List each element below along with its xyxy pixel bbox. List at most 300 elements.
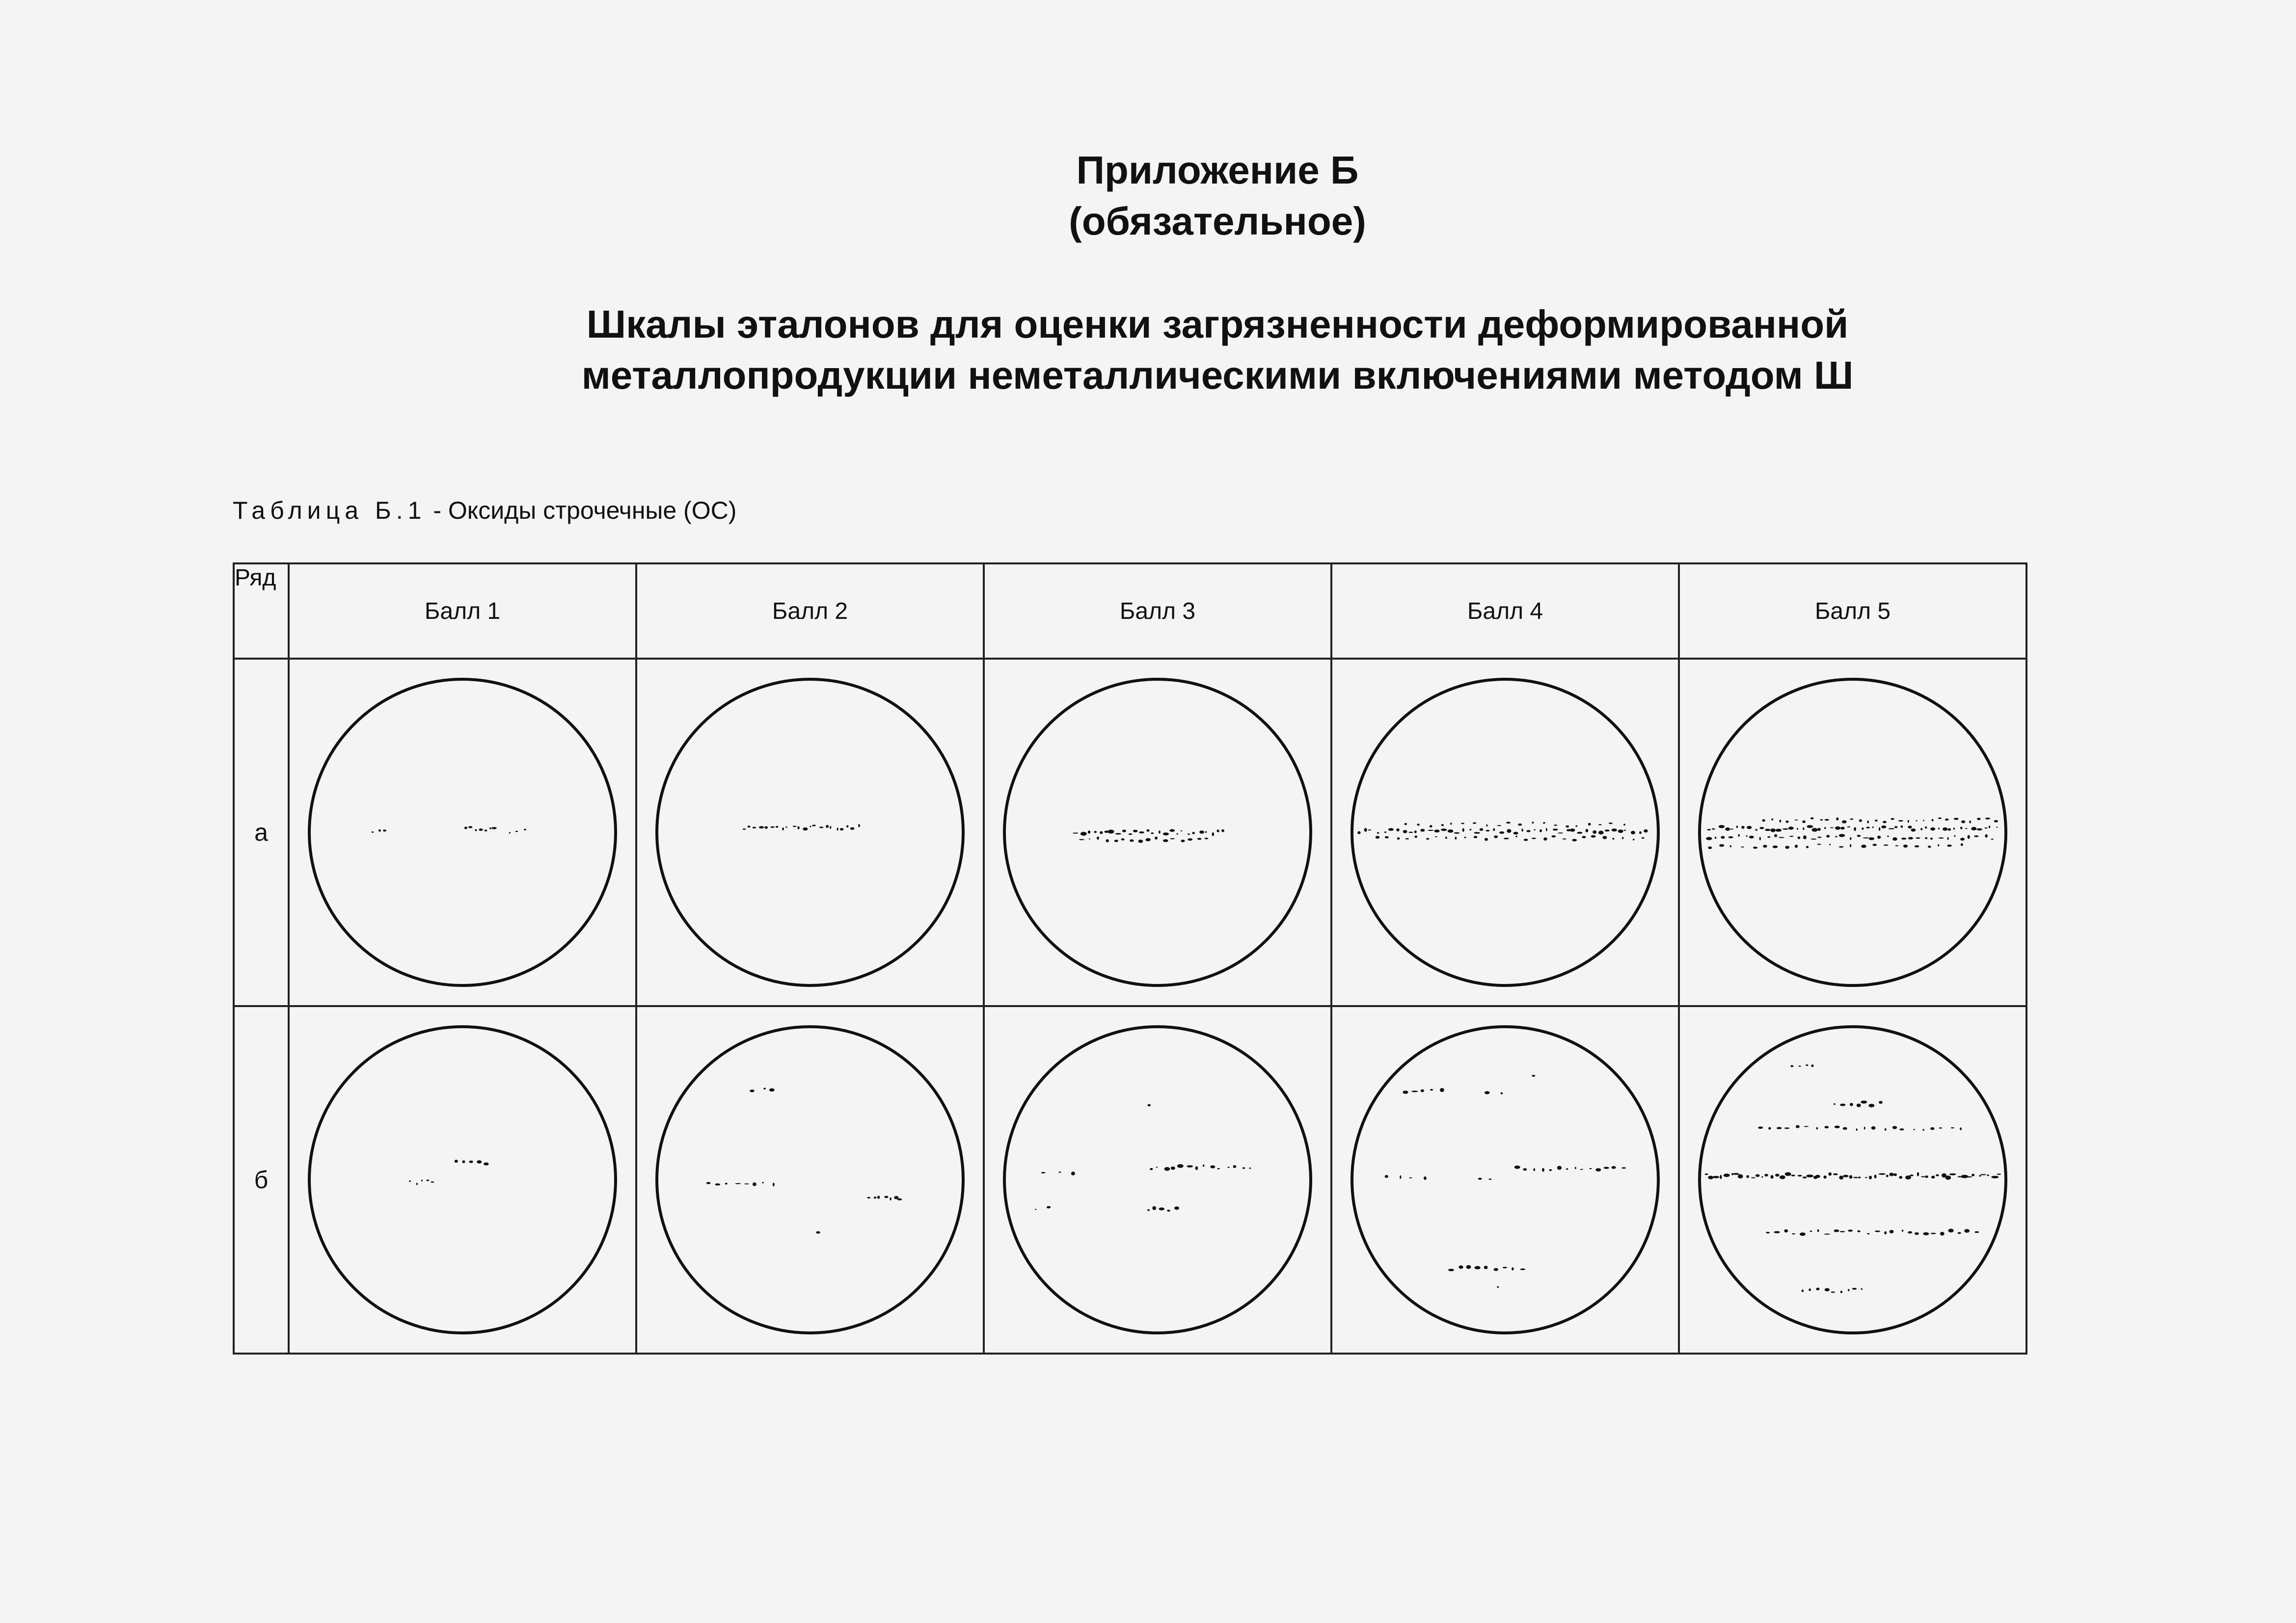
inclusion-dot xyxy=(1434,829,1440,832)
inclusion-dot xyxy=(867,1197,870,1198)
inclusion-dot xyxy=(1543,837,1547,841)
inclusion-dot xyxy=(1534,1168,1536,1171)
inclusion-dot xyxy=(1997,827,1998,828)
inclusion-dot xyxy=(1974,835,1978,837)
inclusion-dot xyxy=(1815,1175,1820,1178)
inclusion-dot xyxy=(1210,1165,1215,1168)
inclusion-dot xyxy=(826,825,829,828)
inclusion-dot xyxy=(1797,828,1798,830)
inclusion-dot xyxy=(1802,821,1806,823)
inclusion-dot xyxy=(1753,847,1757,849)
inclusion-dot xyxy=(1494,1268,1498,1271)
specimen-image xyxy=(1348,1023,1662,1337)
inclusion-dot xyxy=(1623,830,1626,831)
specimen-image xyxy=(653,1023,967,1337)
inclusion-dot xyxy=(1459,1265,1463,1269)
inclusion-dot xyxy=(1376,836,1380,839)
inclusion-dot xyxy=(1879,827,1880,831)
inclusion-dot xyxy=(816,1231,820,1234)
inclusion-dot xyxy=(1130,839,1134,842)
inclusion-dot xyxy=(1521,828,1523,831)
inclusion-dot xyxy=(1181,840,1185,842)
inclusion-dot xyxy=(1872,826,1874,828)
inclusion-dot xyxy=(858,824,860,827)
inclusion-dot xyxy=(1171,1167,1175,1170)
inclusion-dot xyxy=(1497,1286,1499,1288)
inclusion-dot xyxy=(1865,1177,1867,1178)
inclusion-dot xyxy=(1546,828,1547,831)
inclusion-dot xyxy=(1825,819,1829,821)
inclusion-dot xyxy=(1475,1266,1481,1270)
field-of-view-circle xyxy=(1004,679,1311,985)
inclusion-dot xyxy=(1097,837,1099,840)
appendix-title-line-2: металлопродукции неметаллическими включениями методом Ш xyxy=(581,353,1854,397)
inclusion-dot xyxy=(1591,835,1596,838)
inclusion-dot xyxy=(509,832,511,834)
inclusion-dot xyxy=(1803,835,1807,839)
inclusion-dot xyxy=(1931,1176,1935,1179)
inclusion-dot xyxy=(1817,837,1821,838)
inclusion-dot xyxy=(416,1183,418,1185)
inclusion-dot xyxy=(1588,823,1591,826)
inclusion-dot xyxy=(1384,831,1387,833)
inclusion-dot xyxy=(1785,1172,1791,1176)
inclusion-dot xyxy=(421,1180,423,1182)
inclusion-dot xyxy=(776,826,779,828)
specimen-cell xyxy=(636,659,984,1006)
inclusion-dot xyxy=(1850,1103,1853,1106)
inclusion-dot xyxy=(1377,832,1379,834)
inclusion-dot xyxy=(1869,837,1874,840)
column-header-2: Балл 2 xyxy=(636,563,984,659)
inclusion-dot xyxy=(1874,1175,1877,1179)
inclusion-dot xyxy=(874,1197,877,1198)
inclusion-dot xyxy=(1159,830,1161,834)
inclusion-dot xyxy=(1938,827,1940,829)
inclusion-dot xyxy=(1861,845,1866,848)
inclusion-dot xyxy=(1721,836,1725,839)
field-of-view-circle xyxy=(657,1027,963,1333)
inclusion-dot xyxy=(1170,829,1175,832)
inclusion-dot xyxy=(1470,829,1472,831)
inclusion-dot xyxy=(1830,827,1834,828)
field-of-view-circle xyxy=(1352,679,1658,985)
specimen-image xyxy=(1000,675,1315,989)
inclusion-dot xyxy=(897,1198,902,1200)
inclusion-dot xyxy=(1462,828,1464,832)
inclusion-dot xyxy=(744,1183,749,1184)
inclusion-dot xyxy=(1497,825,1501,826)
inclusion-dot xyxy=(1749,836,1754,839)
inclusion-dot xyxy=(1953,827,1955,830)
inclusion-dot xyxy=(769,1089,775,1092)
inclusion-dot xyxy=(1212,832,1215,836)
inclusion-dot xyxy=(1421,1090,1424,1092)
inclusion-dot xyxy=(1174,1206,1179,1210)
inclusion-dot xyxy=(1729,836,1733,838)
inclusion-dot xyxy=(1835,1126,1840,1128)
inclusion-dot xyxy=(1984,827,1988,828)
inclusion-dot xyxy=(1623,824,1625,825)
inclusion-dot xyxy=(485,830,487,832)
inclusion-dot xyxy=(1639,831,1642,834)
inclusion-dot xyxy=(1557,1166,1562,1170)
inclusion-dot xyxy=(1916,837,1920,839)
inclusion-dot xyxy=(1612,828,1617,831)
inclusion-dot xyxy=(1987,1174,1989,1176)
inclusion-dot xyxy=(1960,838,1965,841)
inclusion-dot xyxy=(1707,829,1711,830)
inclusion-dot xyxy=(1939,1127,1942,1129)
inclusion-dot xyxy=(830,826,831,829)
inclusion-dot xyxy=(877,1196,880,1199)
inclusion-dot xyxy=(1570,828,1575,832)
inclusion-dot xyxy=(1474,836,1478,838)
inclusion-dot xyxy=(1954,835,1955,837)
inclusion-dot xyxy=(1766,1232,1770,1233)
inclusion-dot xyxy=(1895,845,1898,846)
inclusion-dot xyxy=(1106,839,1109,842)
inclusion-dot xyxy=(1540,829,1542,832)
inclusion-dot xyxy=(1985,818,1990,820)
inclusion-dot xyxy=(1217,829,1219,832)
inclusion-dot xyxy=(1901,838,1906,840)
inclusion-dot xyxy=(1877,836,1881,839)
inclusion-dot xyxy=(1751,1177,1756,1178)
inclusion-dot xyxy=(1817,1229,1819,1232)
inclusion-dot xyxy=(1177,833,1178,835)
inclusion-dot xyxy=(1816,1127,1818,1130)
inclusion-dot xyxy=(1911,828,1916,831)
inclusion-dot xyxy=(1794,820,1798,821)
inclusion-dot xyxy=(1834,1103,1836,1105)
inclusion-dot xyxy=(782,827,784,830)
inclusion-dot xyxy=(1798,836,1801,839)
inclusion-dot xyxy=(1114,840,1118,842)
inclusion-dot xyxy=(1733,1173,1739,1175)
inclusion-dot xyxy=(1609,823,1613,824)
inclusion-dot xyxy=(1403,1091,1408,1094)
inclusion-dot xyxy=(524,829,526,830)
inclusion-dot xyxy=(1964,1229,1970,1232)
inclusion-dot xyxy=(1041,1172,1046,1173)
specimen-cell xyxy=(289,659,636,1006)
row-label-a: а xyxy=(234,659,289,1006)
inclusion-dot xyxy=(1862,827,1864,830)
inclusion-dot xyxy=(1485,838,1488,841)
inclusion-dot xyxy=(1221,829,1224,832)
inclusion-dot xyxy=(1534,829,1536,830)
inclusion-dot xyxy=(1388,828,1394,831)
inclusion-dot xyxy=(1829,844,1831,845)
inclusion-dot xyxy=(1712,828,1715,830)
inclusion-dot xyxy=(1977,818,1981,820)
inclusion-dot xyxy=(1147,829,1150,832)
inclusion-dot xyxy=(1835,826,1840,830)
field-of-view-circle xyxy=(1700,679,2006,985)
inclusion-dot xyxy=(1747,826,1752,829)
inclusion-dot xyxy=(1773,846,1778,848)
inclusion-dot xyxy=(1217,1168,1220,1170)
inclusion-dot xyxy=(1759,837,1761,840)
inclusion-dot xyxy=(475,829,477,831)
column-header-5: Балл 5 xyxy=(1679,563,2026,659)
inclusion-dot xyxy=(1515,836,1517,837)
inclusion-dot xyxy=(1764,1174,1768,1176)
inclusion-dot xyxy=(1864,1127,1865,1130)
inclusion-dot xyxy=(1094,831,1097,833)
inclusion-dot xyxy=(1806,846,1809,849)
inclusion-dot xyxy=(1631,831,1635,834)
inclusion-dot xyxy=(1589,1168,1592,1169)
inclusion-dot xyxy=(1163,839,1168,842)
inclusion-dot xyxy=(1958,1232,1961,1234)
inclusion-dot xyxy=(1514,1166,1520,1169)
specimen-cell xyxy=(1331,1006,1679,1354)
specimen-cell xyxy=(1679,659,2026,1006)
inclusion-dot xyxy=(1466,1265,1471,1269)
inclusion-dot xyxy=(491,827,496,829)
inclusion-dot xyxy=(1448,829,1454,833)
inclusion-dot xyxy=(1553,828,1558,830)
inclusion-dot xyxy=(1825,1126,1829,1128)
inclusion-dot xyxy=(1789,836,1794,837)
column-header-4: Балл 4 xyxy=(1331,563,1679,659)
inclusion-dot xyxy=(1396,828,1399,831)
inclusion-dot xyxy=(1961,820,1965,823)
inclusion-dot xyxy=(1730,828,1734,829)
inclusion-dot xyxy=(1177,1164,1184,1168)
inclusion-dot xyxy=(1854,827,1856,831)
inclusion-dot xyxy=(742,828,746,830)
inclusion-dot xyxy=(484,1163,489,1166)
inclusion-dot xyxy=(1785,846,1789,849)
inclusion-dot xyxy=(1357,831,1360,834)
inclusion-dot xyxy=(1798,1065,1801,1066)
inclusion-dot xyxy=(1936,1174,1939,1176)
inclusion-dot xyxy=(1913,1129,1915,1130)
inclusion-dot xyxy=(1473,823,1477,824)
inclusion-dot xyxy=(1899,1176,1902,1179)
inclusion-dot xyxy=(1720,1175,1722,1179)
inclusion-dot xyxy=(1949,1173,1956,1175)
inclusion-dot xyxy=(1836,818,1838,821)
inclusion-dot xyxy=(840,828,844,830)
inclusion-dot xyxy=(1940,1232,1945,1236)
inclusion-dot xyxy=(748,825,751,827)
inclusion-dot xyxy=(1776,829,1782,832)
inclusion-dot xyxy=(1809,1288,1811,1291)
inclusion-dot xyxy=(1807,1174,1813,1177)
inclusion-dot xyxy=(770,826,775,828)
inclusion-dot xyxy=(1454,832,1460,834)
inclusion-dot xyxy=(378,829,381,832)
inclusion-dot xyxy=(1852,1288,1857,1290)
inclusion-dot xyxy=(1872,844,1877,846)
inclusion-dot xyxy=(1445,837,1447,839)
inclusion-stringers xyxy=(372,826,527,833)
inclusion-dot xyxy=(1908,1231,1912,1234)
inclusion-dot xyxy=(1426,838,1429,840)
inclusion-dot xyxy=(1411,1091,1418,1092)
table-caption-text: - Оксиды строчечные (ОС) xyxy=(426,497,737,524)
inclusion-dot xyxy=(1164,1167,1170,1171)
inclusion-dot xyxy=(1861,1288,1863,1290)
inclusion-dot xyxy=(1100,831,1103,834)
inclusion-dot xyxy=(1532,1075,1535,1077)
inclusion-dot xyxy=(1079,839,1084,840)
inclusion-dot xyxy=(1883,821,1887,824)
inclusion-dot xyxy=(1910,1174,1914,1176)
specimen-cell xyxy=(1331,659,1679,1006)
inclusion-dot xyxy=(1122,829,1126,832)
inclusion-dot xyxy=(1618,829,1623,833)
inclusion-dot xyxy=(1428,830,1434,831)
inclusion-dot xyxy=(1824,827,1826,829)
inclusion-dot xyxy=(1526,830,1530,832)
inclusion-dot xyxy=(1417,824,1420,825)
inclusion-dot xyxy=(462,1160,465,1163)
inclusion-dot xyxy=(1811,839,1817,840)
inclusion-dot xyxy=(1187,1165,1193,1168)
inclusion-dot xyxy=(1857,835,1861,837)
inclusion-dot xyxy=(1857,1230,1861,1232)
inclusion-dot xyxy=(1928,846,1931,848)
appendix-number: Приложение Б xyxy=(1076,148,1359,192)
inclusion-dot xyxy=(1188,838,1192,841)
inclusion-dot xyxy=(1448,1269,1454,1271)
inclusion-dot xyxy=(1800,1232,1806,1236)
inclusion-dot xyxy=(1523,1168,1527,1171)
inclusion-dot xyxy=(1867,821,1869,824)
specimen-image xyxy=(1696,675,2010,989)
inclusion-dot xyxy=(1925,826,1927,828)
inclusion-dot xyxy=(1715,837,1717,839)
inclusion-dot xyxy=(1765,829,1771,831)
inclusion-dot xyxy=(1706,837,1712,840)
inclusion-dot xyxy=(1163,832,1169,835)
table-caption-label: Таблица Б.1 xyxy=(233,497,427,524)
inclusion-dot xyxy=(1859,1176,1861,1178)
inclusion-dot xyxy=(1848,1289,1850,1291)
inclusion-dot xyxy=(1954,818,1959,820)
table-header-row xyxy=(234,563,2026,659)
inclusion-dot xyxy=(1843,1175,1848,1177)
inclusion-dot xyxy=(1409,1177,1412,1178)
inclusion-dot xyxy=(1810,817,1814,819)
inclusion-dot xyxy=(1551,835,1556,837)
inclusion-dot xyxy=(1763,845,1767,848)
inclusion-stringers xyxy=(1385,1075,1626,1288)
inclusion-dot xyxy=(1839,846,1844,848)
inclusion-dot xyxy=(850,827,855,830)
inclusion-dot xyxy=(1761,1176,1763,1178)
inclusion-dot xyxy=(1839,1175,1843,1179)
inclusion-dot xyxy=(1108,830,1114,834)
inclusion-dot xyxy=(1115,833,1121,834)
inclusion-dot xyxy=(1803,1176,1807,1178)
inclusion-dot xyxy=(1875,820,1878,822)
inclusion-dot xyxy=(1879,1101,1883,1104)
inclusion-dot xyxy=(1823,1175,1826,1178)
inclusion-stringers xyxy=(742,824,860,831)
inclusion-dot xyxy=(798,826,800,829)
inclusion-dot xyxy=(1840,1104,1845,1106)
inclusion-stringers xyxy=(409,1160,488,1185)
inclusion-stringers xyxy=(1706,817,1998,849)
inclusion-dot xyxy=(1605,829,1610,831)
inclusion-dot xyxy=(1839,834,1845,837)
specimen-cell xyxy=(984,1006,1331,1354)
inclusion-dot xyxy=(1848,1229,1853,1231)
inclusion-dot xyxy=(1420,829,1425,832)
inclusion-dot xyxy=(1602,836,1607,839)
inclusion-dot xyxy=(1415,835,1418,838)
row-label-b: б xyxy=(234,1006,289,1354)
inclusion-dot xyxy=(1802,1289,1804,1292)
inclusion-dot xyxy=(431,1181,434,1183)
inclusion-dot xyxy=(1430,825,1432,827)
inclusion-dot xyxy=(1828,1172,1832,1176)
inclusion-dot xyxy=(1840,1291,1842,1293)
inclusion-dot xyxy=(1893,1173,1897,1176)
inclusion-dot xyxy=(1403,830,1407,833)
inclusion-dot xyxy=(1881,825,1886,828)
inclusion-dot xyxy=(1972,1174,1974,1176)
inclusion-dot xyxy=(1558,832,1563,833)
inclusion-dot xyxy=(1890,1230,1894,1233)
inclusion-dot xyxy=(1903,845,1908,848)
specimen-image xyxy=(1348,675,1662,989)
inclusion-dot xyxy=(1968,835,1970,839)
inclusion-dot xyxy=(1408,832,1413,833)
specimen-cell xyxy=(636,1006,984,1354)
inclusion-dot xyxy=(1450,823,1452,825)
inclusion-dot xyxy=(1869,1176,1872,1179)
inclusion-dot xyxy=(1644,829,1648,833)
inclusion-dot xyxy=(1494,835,1498,838)
inclusion-dot xyxy=(1642,837,1645,839)
inclusion-dot xyxy=(1150,1168,1153,1170)
inclusion-dot xyxy=(1796,1125,1800,1128)
inclusion-dot xyxy=(1847,826,1850,827)
inclusion-dot xyxy=(1554,825,1557,826)
inclusion-dot xyxy=(1791,1175,1795,1176)
inclusion-dot xyxy=(837,827,838,830)
inclusion-dot xyxy=(1780,1175,1785,1179)
inclusion-dot xyxy=(1708,847,1712,849)
inclusion-dot xyxy=(812,825,816,826)
inclusion-dot xyxy=(515,831,518,832)
field-of-view-circle xyxy=(657,679,963,985)
inclusion-dot xyxy=(1532,838,1536,839)
inclusion-dot xyxy=(1867,1233,1869,1235)
inclusion-dot xyxy=(1195,1166,1198,1170)
inclusion-dot xyxy=(1205,831,1207,833)
inclusion-dot xyxy=(1930,838,1933,840)
inclusion-dot xyxy=(1792,1233,1795,1234)
inclusion-dot xyxy=(1719,825,1725,828)
inclusion-dot xyxy=(1977,828,1982,830)
inclusion-dot xyxy=(1227,1167,1230,1168)
reference-scale-table xyxy=(233,562,2027,1355)
inclusion-dot xyxy=(1894,826,1898,828)
inclusion-dot xyxy=(489,827,491,829)
inclusion-dot xyxy=(1249,1168,1251,1169)
inclusion-dot xyxy=(1824,1234,1831,1235)
inclusion-stringers xyxy=(1035,1104,1251,1212)
inclusion-dot xyxy=(1485,1091,1490,1094)
